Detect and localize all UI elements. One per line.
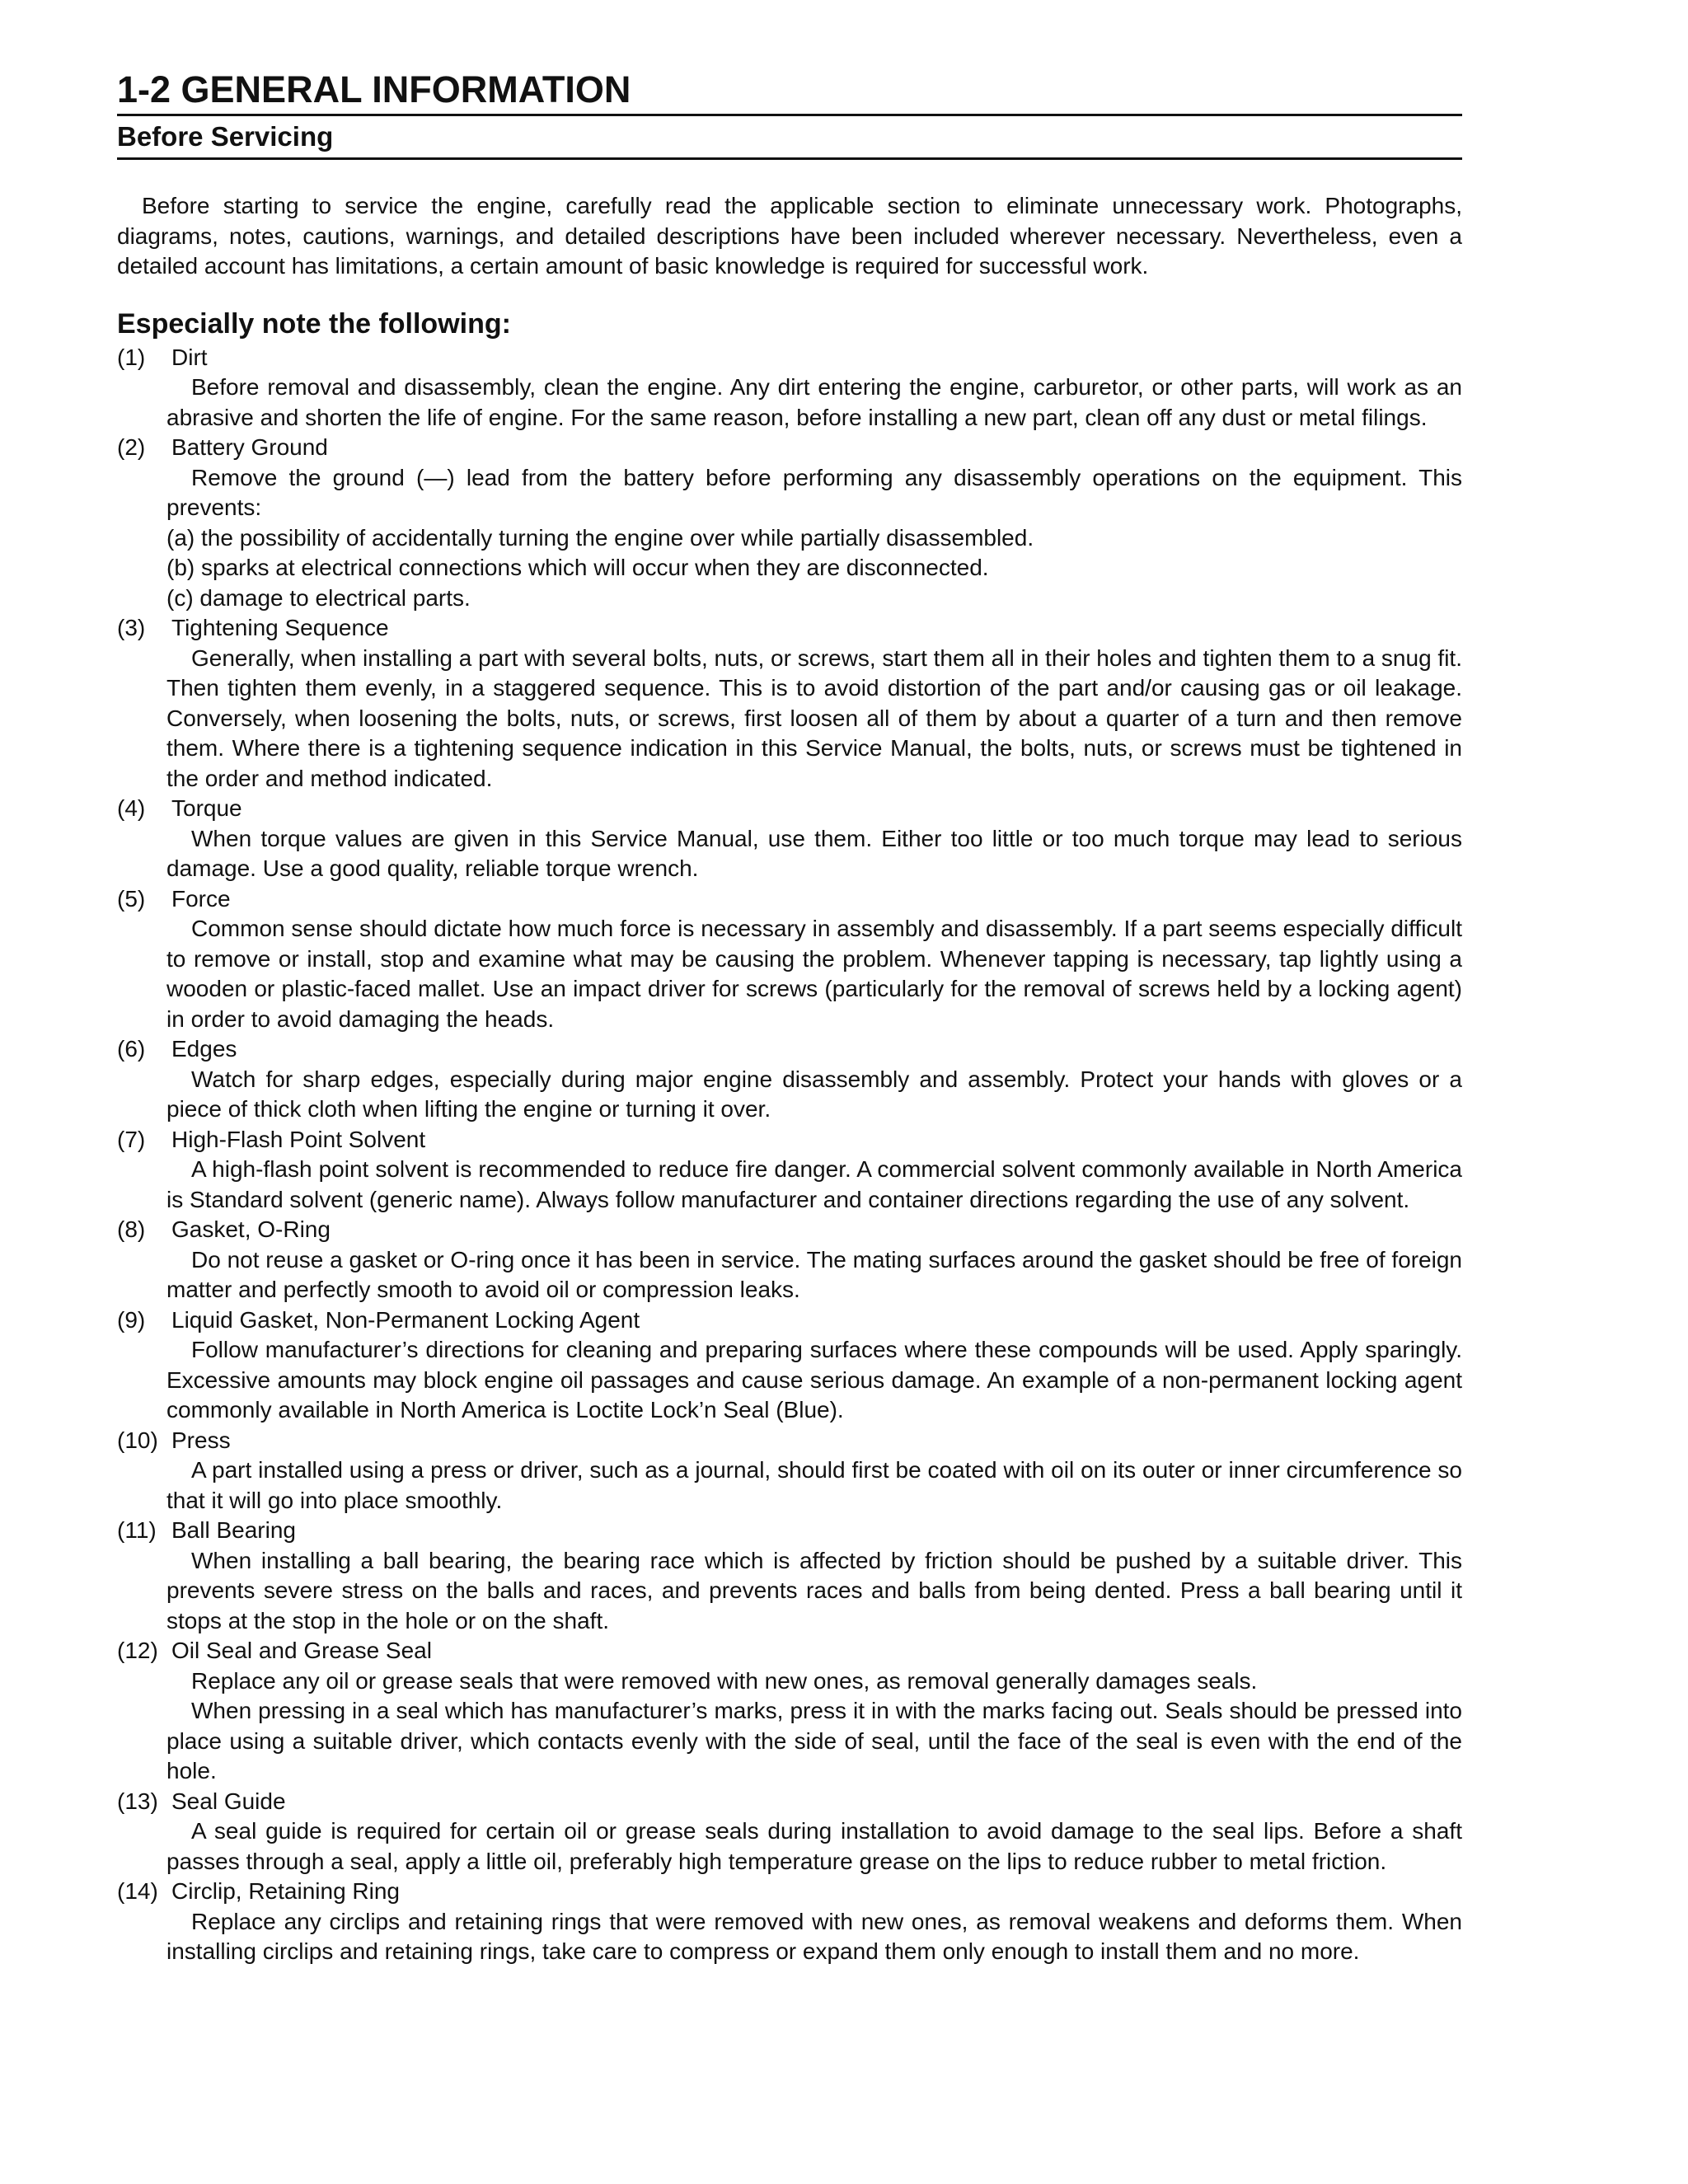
list-item-subpoint: (c) damage to electrical parts. (166, 584, 471, 611)
list-item-body (117, 914, 1462, 1034)
list-item-heading (117, 1877, 1462, 1907)
list-item-paragraph: A seal guide is required for certain oil or grease seals during installation to avoid damage to the seal lips. Before a shaft passes through a seal, apply a little oil, preferably high temperature grease on the lips to reduce rubber to metal friction. (166, 1818, 1462, 1874)
list-item (117, 343, 1462, 434)
list-item-heading (117, 433, 1462, 463)
list-item-paragraph: When installing a ball bearing, the bearing race which is affected by friction should be pushed by a suitable driver. This prevents severe stress on the balls and races, and prevents races and balls from being dented. Press a ball bearing until it stops at the stop in the hole or on the shaft. (166, 1547, 1462, 1633)
list-item-number: (12) (117, 1638, 158, 1663)
list-item (117, 1877, 1462, 1967)
list-item-body (117, 824, 1462, 884)
list-item-heading (117, 794, 1462, 824)
list-item-paragraph: Do not reuse a gasket or O-ring once it has been in service. The mating surfaces around the gasket should be free of foreign matter and perfectly smooth to avoid oil or compression leaks. (166, 1246, 1462, 1302)
list-item (117, 1636, 1462, 1787)
list-item-body (117, 1065, 1462, 1125)
list-item-heading (117, 1426, 1462, 1456)
list-item (117, 1305, 1462, 1426)
list-item-number: (13) (117, 1788, 158, 1814)
list-item-label: Edges (171, 1036, 237, 1062)
list-item-body (117, 1816, 1462, 1877)
list-item-number: (7) (117, 1126, 146, 1152)
chapter-title: 1-2 GENERAL INFORMATION (117, 68, 631, 110)
list-item-body (117, 1666, 1462, 1787)
list-item-label: Ball Bearing (171, 1517, 296, 1543)
list-item (117, 433, 1462, 613)
list-item-number: (3) (117, 615, 146, 640)
list-item-paragraph: A part installed using a press or driver, such as a journal, should first be coated with oil on its outer or inner circumference so that it will go into place smoothly. (166, 1457, 1462, 1513)
list-item-heading (117, 1516, 1462, 1546)
list-item-number: (8) (117, 1216, 146, 1242)
list-item-paragraph: Watch for sharp edges, especially during major engine disassembly and assembly. Protect your hands with gloves or a piece of thick cloth when lifting the engine or turning it over. (166, 1066, 1462, 1122)
list-item-label: Seal Guide (171, 1788, 286, 1814)
list-item-paragraph: Replace any circlips and retaining rings that were removed with new ones, as removal weakens and deforms them. When installing circlips and retaining rings, take care to compress or expand them only enough to install them and no more. (166, 1908, 1462, 1964)
list-item-heading (117, 1787, 1462, 1817)
list-item (117, 1034, 1462, 1125)
section-title: Before Servicing (117, 121, 334, 152)
list-item-subpoint: (a) the possibility of accidentally turning the engine over while partially disassembled. (166, 524, 1034, 551)
list-item-label: Tightening Sequence (171, 615, 389, 640)
list-item-number: (9) (117, 1306, 146, 1333)
intro-paragraph: Before starting to service the engine, carefully read the applicable section to eliminate unnecessary work. Photographs, diagrams, notes, cautions, warnings, and detailed descriptions have been included wherever necessary. Nevertheless, even a detailed account has limitations, a certain amount of basic knowledge is required for successful work. (117, 193, 1462, 279)
list-item-paragraph: Replace any oil or grease seals that were removed with new ones, as removal generally damages seals. (191, 1667, 1258, 1694)
list-item-label: Gasket, O-Ring (171, 1216, 331, 1242)
list-item (117, 1426, 1462, 1516)
list-item-heading (117, 343, 1462, 373)
list-item-paragraph: Before removal and disassembly, clean the engine. Any dirt entering the engine, carburetor, or other parts, will work as an abrasive and shorten the life of engine. For the same reason, before installing a new part, clean off any dust or metal filings. (166, 374, 1462, 430)
list-item-label: Battery Ground (171, 434, 328, 460)
list-item-subpoint: (b) sparks at electrical connections which will occur when they are disconnected. (166, 555, 989, 580)
list-item (117, 1516, 1462, 1636)
list-item-number: (5) (117, 885, 146, 912)
service-notes-list (117, 343, 1462, 1967)
list-item-body (117, 463, 1462, 614)
list-item-body (117, 373, 1462, 433)
list-item (117, 1215, 1462, 1305)
list-item-label: High-Flash Point Solvent (171, 1126, 426, 1152)
list-item-label: Torque (171, 795, 242, 821)
list-item-label: Press (171, 1427, 231, 1453)
list-item-paragraph: Follow manufacturer’s directions for cleaning and preparing surfaces where these compounds will be used. Apply sparingly. Excessive amounts may block engine oil passages and cause serious damage. An example of a non-permanent locking agent commonly available in North America is Loctite Lock’n Seal (Blue). (166, 1337, 1462, 1422)
list-item-paragraph: Generally, when installing a part with several bolts, nuts, or screws, start them all in their holes and tighten them to a snug fit. Then tighten them evenly, in a staggered sequence. This is to avoid distortion of the part and/or causing gas or oil leakage. Conversely, when loosening the bolts, nuts, or screws, first loosen all of them by about a quarter of a turn and then remove them. Where there is a tightening sequence indication in this Service Manual, the bolts, nuts, or screws must be tightened in the order and method indicated. (166, 644, 1462, 791)
list-item-number: (4) (117, 795, 146, 821)
list-item-body (117, 1455, 1462, 1516)
list-item-number: (6) (117, 1036, 146, 1062)
list-item (117, 1125, 1462, 1216)
list-item-body (117, 1335, 1462, 1426)
list-item-label: Oil Seal and Grease Seal (171, 1638, 432, 1663)
list-item-number: (11) (117, 1517, 157, 1543)
list-item-number: (10) (117, 1427, 158, 1453)
list-item-body (117, 644, 1462, 794)
list-item-paragraph: Remove the ground (—) lead from the battery before performing any disassembly operations on the equipment. This prevents: (166, 464, 1462, 520)
list-item-paragraph: Common sense should dictate how much force is necessary in assembly and disassembly. If a part seems especially difficult to remove or install, stop and examine what may be causing the problem. Whenever tapping is necessary, tap lightly using a wooden or plastic-faced mallet. Use an impact driver for screws (particularly for the removal of screws held by a locking agent) in order to avoid damaging the heads. (166, 916, 1462, 1032)
list-item-heading (117, 884, 1462, 915)
list-item-label: Dirt (171, 344, 208, 370)
list-item-body (117, 1907, 1462, 1967)
list-item-heading (117, 1305, 1462, 1336)
list-item-heading (117, 1215, 1462, 1245)
note-heading: Especially note the following: (117, 307, 511, 340)
list-item-label: Circlip, Retaining Ring (171, 1878, 401, 1904)
manual-page (117, 66, 1462, 1967)
list-item-number: (2) (117, 434, 146, 460)
list-item-body (117, 1546, 1462, 1637)
list-item (117, 1787, 1462, 1877)
list-item-heading (117, 1125, 1462, 1155)
list-item-label: Liquid Gasket, Non-Permanent Locking Agent (171, 1306, 640, 1333)
list-item-paragraph: A high-flash point solvent is recommended to reduce fire danger. A commercial solvent commonly available in North America is Standard solvent (generic name). Always follow manufacturer and container directions regarding the use of any solvent. (166, 1156, 1462, 1212)
section-rule (117, 157, 1462, 160)
list-item-number: (1) (117, 344, 146, 370)
list-item-heading (117, 1034, 1462, 1065)
list-item (117, 613, 1462, 794)
list-item-body (117, 1245, 1462, 1305)
list-item (117, 884, 1462, 1035)
list-item-paragraph: When torque values are given in this Service Manual, use them. Either too little or too much torque may lead to serious damage. Use a good quality, reliable torque wrench. (166, 825, 1462, 881)
list-item-paragraph: When pressing in a seal which has manufacturer’s marks, press it in with the marks facing out. Seals should be pressed into place using a suitable driver, which contacts evenly with the side of seal, until the face of the seal is even with the end of the hole. (166, 1698, 1462, 1783)
list-item-heading (117, 613, 1462, 644)
list-item-body (117, 1155, 1462, 1215)
list-item-label: Force (171, 885, 231, 912)
list-item (117, 794, 1462, 884)
list-item-heading (117, 1636, 1462, 1666)
list-item-number: (14) (117, 1878, 158, 1904)
